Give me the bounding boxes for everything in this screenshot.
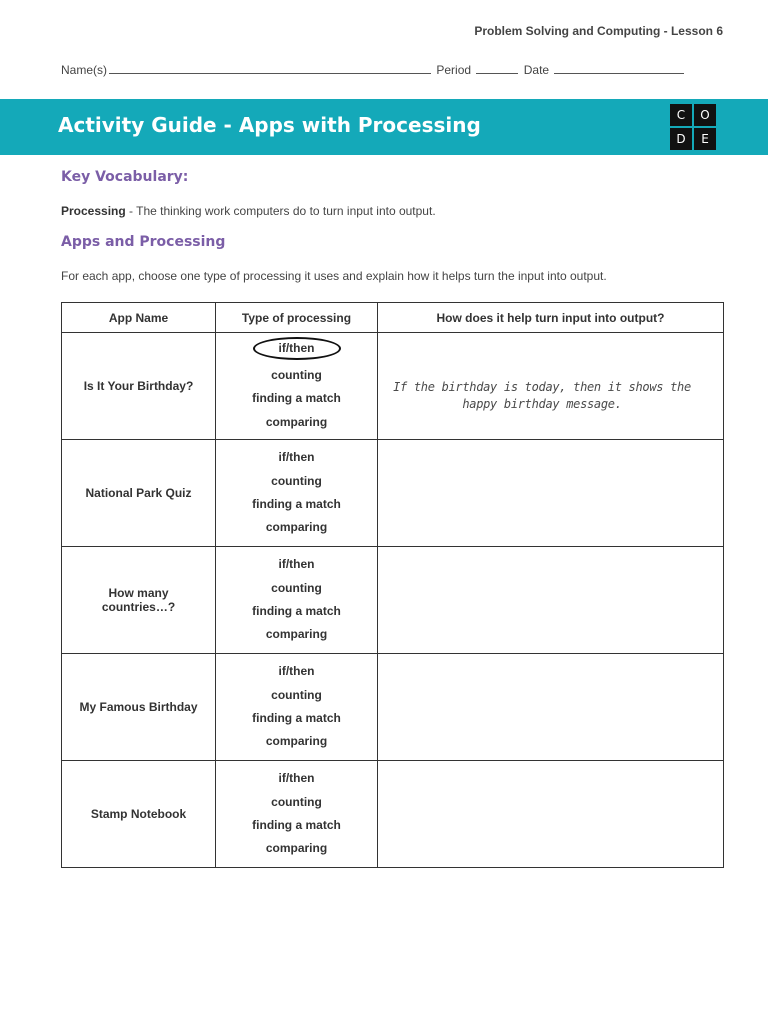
- logo-letter: O: [694, 104, 716, 126]
- app-name-cell: [62, 547, 216, 654]
- option-counting[interactable]: counting: [271, 687, 322, 702]
- option-if-then[interactable]: if/then: [278, 450, 315, 465]
- period-label: Period: [436, 63, 472, 77]
- table-row: [62, 440, 724, 547]
- column-header-app-name: App Name: [62, 303, 216, 333]
- table-row: [62, 654, 724, 761]
- table-row: [62, 761, 724, 868]
- app-name-cell: My Famous Birthday: [62, 654, 216, 761]
- answer-cell[interactable]: [378, 654, 724, 761]
- answer-cell[interactable]: [378, 440, 724, 547]
- option-if-then[interactable]: if/then: [278, 771, 315, 786]
- date-label: Date: [523, 63, 550, 77]
- name-label: Name(s): [61, 63, 108, 77]
- option-finding-a-match[interactable]: finding a match: [252, 604, 341, 618]
- processing-options-cell: [216, 547, 378, 654]
- option-finding-a-match[interactable]: finding a match: [252, 818, 341, 832]
- processing-options-cell: [216, 654, 378, 761]
- app-name-cell: Is It Your Birthday?: [62, 333, 216, 440]
- app-name-cell: Stamp Notebook: [62, 761, 216, 868]
- apps-processing-table: [61, 302, 724, 868]
- code-logo: [670, 104, 716, 150]
- option-if-then[interactable]: if/then: [278, 557, 315, 572]
- activity-guide-title: Activity Guide - Apps with Processing: [58, 113, 481, 137]
- option-comparing[interactable]: comparing: [265, 734, 328, 749]
- answer-cell[interactable]: [378, 547, 724, 654]
- option-comparing[interactable]: comparing: [265, 414, 328, 429]
- date-blank[interactable]: [554, 63, 684, 74]
- column-header-processing-type: Type of processing: [216, 303, 378, 333]
- option-finding-a-match[interactable]: finding a match: [252, 711, 341, 725]
- option-comparing[interactable]: comparing: [265, 520, 328, 535]
- processing-options-cell: [216, 440, 378, 547]
- column-header-explanation: How does it help turn input into output?: [378, 303, 724, 333]
- option-if-then-circled[interactable]: if/then: [253, 337, 341, 360]
- logo-letter: C: [670, 104, 692, 126]
- answer-cell[interactable]: [378, 761, 724, 868]
- table-row: [62, 333, 724, 440]
- option-comparing[interactable]: comparing: [265, 627, 328, 642]
- option-if-then[interactable]: if/then: [278, 664, 315, 679]
- vocabulary-term: Processing: [61, 204, 126, 218]
- app-name-cell: National Park Quiz: [62, 440, 216, 547]
- option-counting[interactable]: counting: [271, 580, 322, 595]
- period-blank[interactable]: [476, 63, 518, 74]
- handwritten-answer: If the birthday is today, then it shows the happy birthday message.: [393, 380, 691, 411]
- option-finding-a-match[interactable]: finding a match: [252, 497, 341, 511]
- option-counting[interactable]: counting: [271, 368, 322, 383]
- option-comparing[interactable]: comparing: [265, 841, 328, 856]
- student-info-line: [61, 63, 686, 77]
- key-vocabulary-heading: Key Vocabulary:: [61, 169, 189, 185]
- apps-processing-heading: Apps and Processing: [61, 234, 226, 250]
- answer-cell[interactable]: [378, 333, 724, 440]
- logo-letter: D: [670, 128, 692, 150]
- app-name-line: How many: [108, 586, 169, 600]
- table-header-row: [62, 303, 724, 333]
- name-blank[interactable]: [109, 63, 431, 74]
- option-counting[interactable]: counting: [271, 473, 322, 488]
- course-lesson-title: Problem Solving and Computing - Lesson 6: [474, 24, 723, 38]
- processing-options-cell: [216, 761, 378, 868]
- option-finding-a-match[interactable]: finding a match: [252, 391, 341, 406]
- app-name-line: countries…?: [101, 600, 176, 614]
- table-row: [62, 547, 724, 654]
- vocabulary-definition: [61, 204, 436, 218]
- option-counting[interactable]: counting: [271, 794, 322, 809]
- instructions-text: For each app, choose one type of processing it uses and explain how it helps turn the input into output.: [61, 269, 607, 283]
- logo-letter: E: [694, 128, 716, 150]
- processing-options-cell: [216, 333, 378, 440]
- title-banner: [0, 99, 768, 155]
- vocabulary-definition-text: - The thinking work computers do to turn input into output.: [125, 204, 436, 218]
